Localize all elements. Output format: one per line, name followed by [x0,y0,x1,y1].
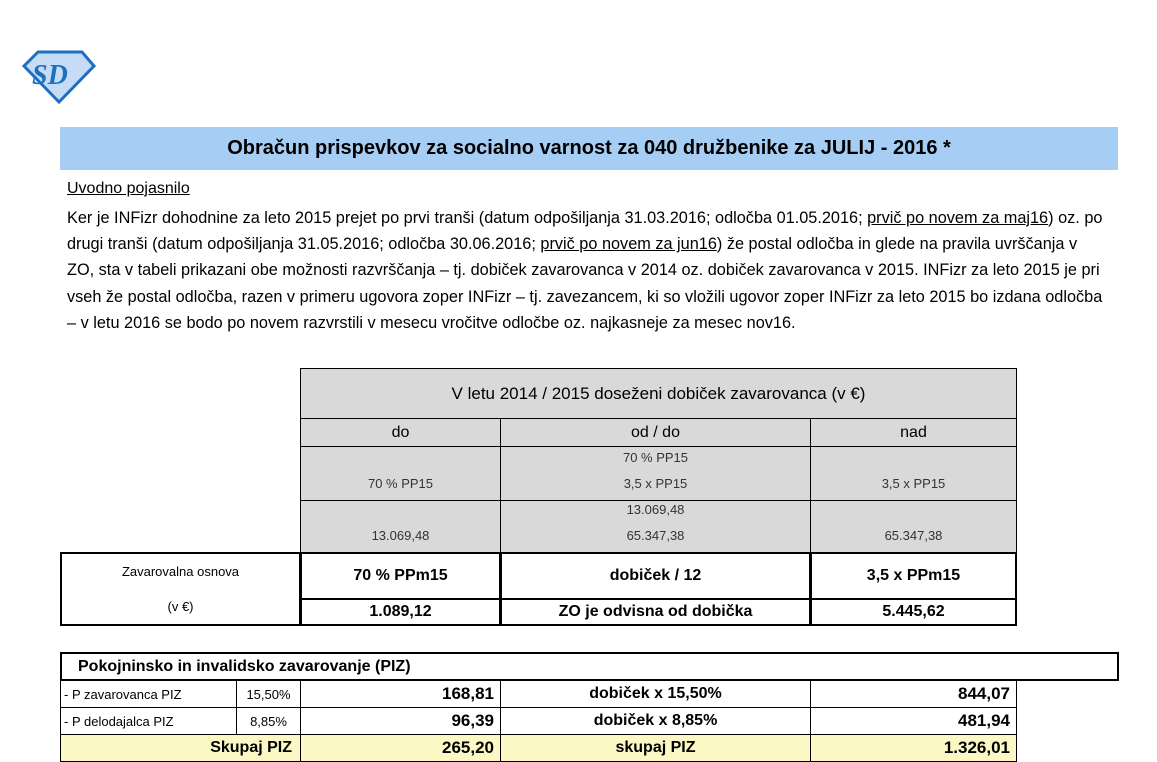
piz-row-employer-formula: dobiček x 8,85% [500,707,811,735]
piz-row-employer-amount: 96,39 [300,707,501,735]
company-logo [22,50,96,109]
intro-paragraph: Ker je INFizr dohodnine za leto 2015 prejet po prvi tranši (datum odpošiljanja 31.03.2016; odločba 01.05.2016; prvič po novem za maj16) oz. po drugi tranši (datum odpošiljanja 31.05.2016; odločba 30.06.2016; prvič po novem za jun16) že postal odločba in glede na pravila uvrščanja v ZO, sta v tabeli prikazani obe možnosti razvrščanja – tj. dobiček zavarovanca v 2014 oz. dobiček zavarovanca v 2015. INFizr za leto 2015 je pri vseh že postal odločba, razen v primeru ugovora zoper INFizr – tj. zavezancem, ki so vložili ugovor zoper INFizr za leto 2015 bo izdana odločba – v letu 2016 se bodo po novem razvrstili v mesecu vročitve odločbe oz. najkasneje za mesec nov16. [67,209,1103,332]
piz-row-employee-formula: dobiček x 15,50% [500,680,811,708]
cell-row2-nad: 65.347,38 [810,500,1017,553]
piz-row-employer-rate: 8,85% [236,707,301,735]
intro-underlined-2: prvič po novem za jun16 [540,235,717,254]
zo-value-do: 1.089,12 [300,598,501,626]
zo-value-od: ZO je odvisna od dobička [500,598,811,626]
col-do: do [300,418,501,447]
col-nad: nad [810,418,1017,447]
piz-row-employee-max: 844,07 [810,680,1017,708]
cell-row1-od: 70 % PP15 3,5 x PP15 [500,446,811,501]
zo-label: Zavarovalna osnova (v €) [60,552,301,626]
zo-od: dobiček / 12 [500,552,811,600]
page-title: Obračun prispevkov za socialno varnost za 040 družbenike za JULIJ - 2016 * [60,127,1118,170]
piz-row-employee-amount: 168,81 [300,680,501,708]
zo-do: 70 % PPm15 [300,552,501,600]
piz-row-employee-label: - P zavarovanca PIZ [60,680,237,708]
piz-row-total-label: Skupaj PIZ [60,734,301,762]
intro-underlined-1: prvič po novem za maj16 [867,209,1049,227]
svg-text:SD: SD [32,60,68,91]
piz-row-employee-rate: 15,50% [236,680,301,708]
piz-row-employer-label: - P delodajalca PIZ [60,707,237,735]
table1-header: V letu 2014 / 2015 doseženi dobiček zavarovanca (v €) [300,368,1017,419]
zo-value-nad: 5.445,62 [810,598,1017,626]
cell-row2-od: 13.069,48 65.347,38 [500,500,811,553]
cell-row1-nad: 3,5 x PP15 [810,446,1017,501]
piz-row-employer-max: 481,94 [810,707,1017,735]
intro-heading: Uvodno pojasnilo [67,180,190,197]
col-od-do: od / do [500,418,811,447]
piz-row-total-formula: skupaj PIZ [500,734,811,762]
zo-nad: 3,5 x PPm15 [810,552,1017,600]
piz-header: Pokojninsko in invalidsko zavarovanje (PIZ) [60,652,1119,681]
piz-row-total-max: 1.326,01 [810,734,1017,762]
piz-row-total-amount: 265,20 [300,734,501,762]
cell-row2-do: 13.069,48 [300,500,501,553]
cell-row1-do: 70 % PP15 [300,446,501,501]
